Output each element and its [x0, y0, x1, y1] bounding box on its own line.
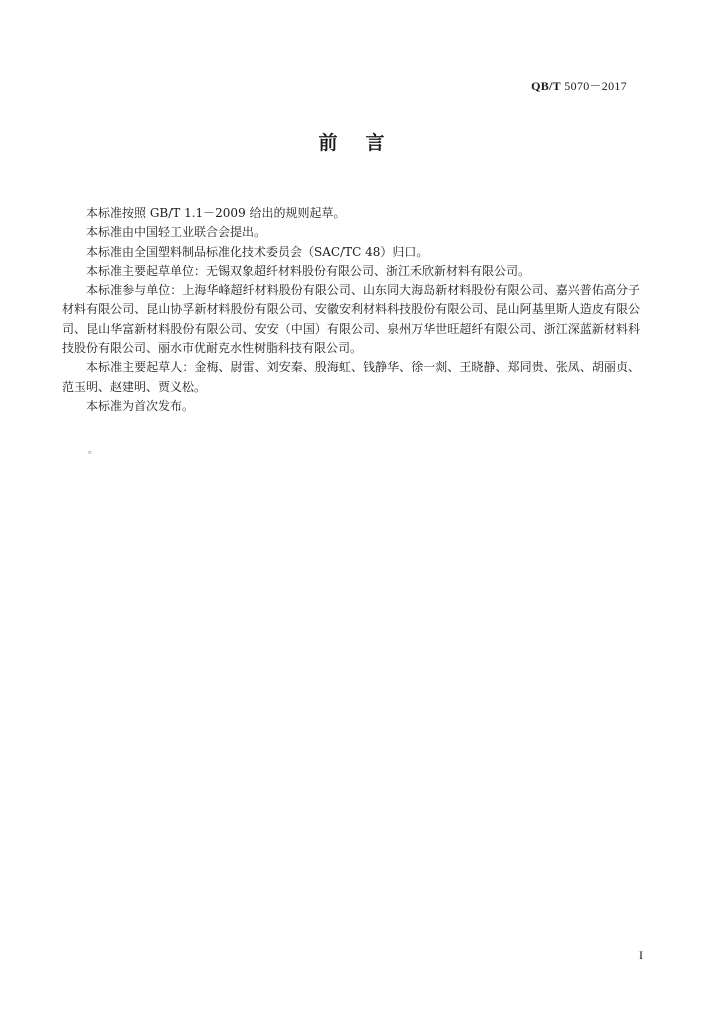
paragraph-drafting-rules: 本标准按照 GB/T 1.1－2009 给出的规则起草。 — [86, 206, 346, 220]
paragraph-first-release: 本标准为首次发布。 — [86, 398, 195, 413]
standard-code-number: 5070－2017 — [561, 79, 627, 93]
stray-mark: 。 — [88, 445, 98, 456]
standard-code — [531, 77, 627, 94]
paragraph-proposer: 本标准由中国轻工业联合会提出。 — [86, 225, 267, 240]
foreword-body — [62, 204, 640, 416]
page-number: I — [639, 948, 643, 962]
page-title: 前言 — [318, 132, 413, 154]
paragraph-committee: 本标准由全国塑料制品标准化技术委员会（SAC/TC 48）归口。 — [86, 244, 429, 259]
paragraph-participating-units: 本标准参与单位：上海华峰超纤材料股份有限公司、山东同大海岛新材料股份有限公司、嘉兴普佑高分子材料有限公司、昆山协孚新材料股份有限公司、安徽安利材料科技股份有限公司、昆山阿基里斯人造皮有限公司、昆山华富新材料股份有限公司、安安（中国）有限公司、泉州万华世旺超纤有限公司、浙江深蓝新材料科技股份有限公司、丽水市优耐克水性树脂科技有限公司。 — [62, 283, 640, 356]
standard-code-prefix: QB/T — [531, 79, 561, 93]
paragraph-main-drafters: 本标准主要起草人：金梅、尉雷、刘安秦、殷海虹、钱静华、徐一剡、王晓静、郑同贵、张凤、胡丽贞、范玉明、赵建明、贾义松。 — [62, 360, 640, 394]
paragraph-main-drafting-units: 本标准主要起草单位：无锡双象超纤材料股份有限公司、浙江禾欣新材料有限公司。 — [86, 263, 531, 278]
